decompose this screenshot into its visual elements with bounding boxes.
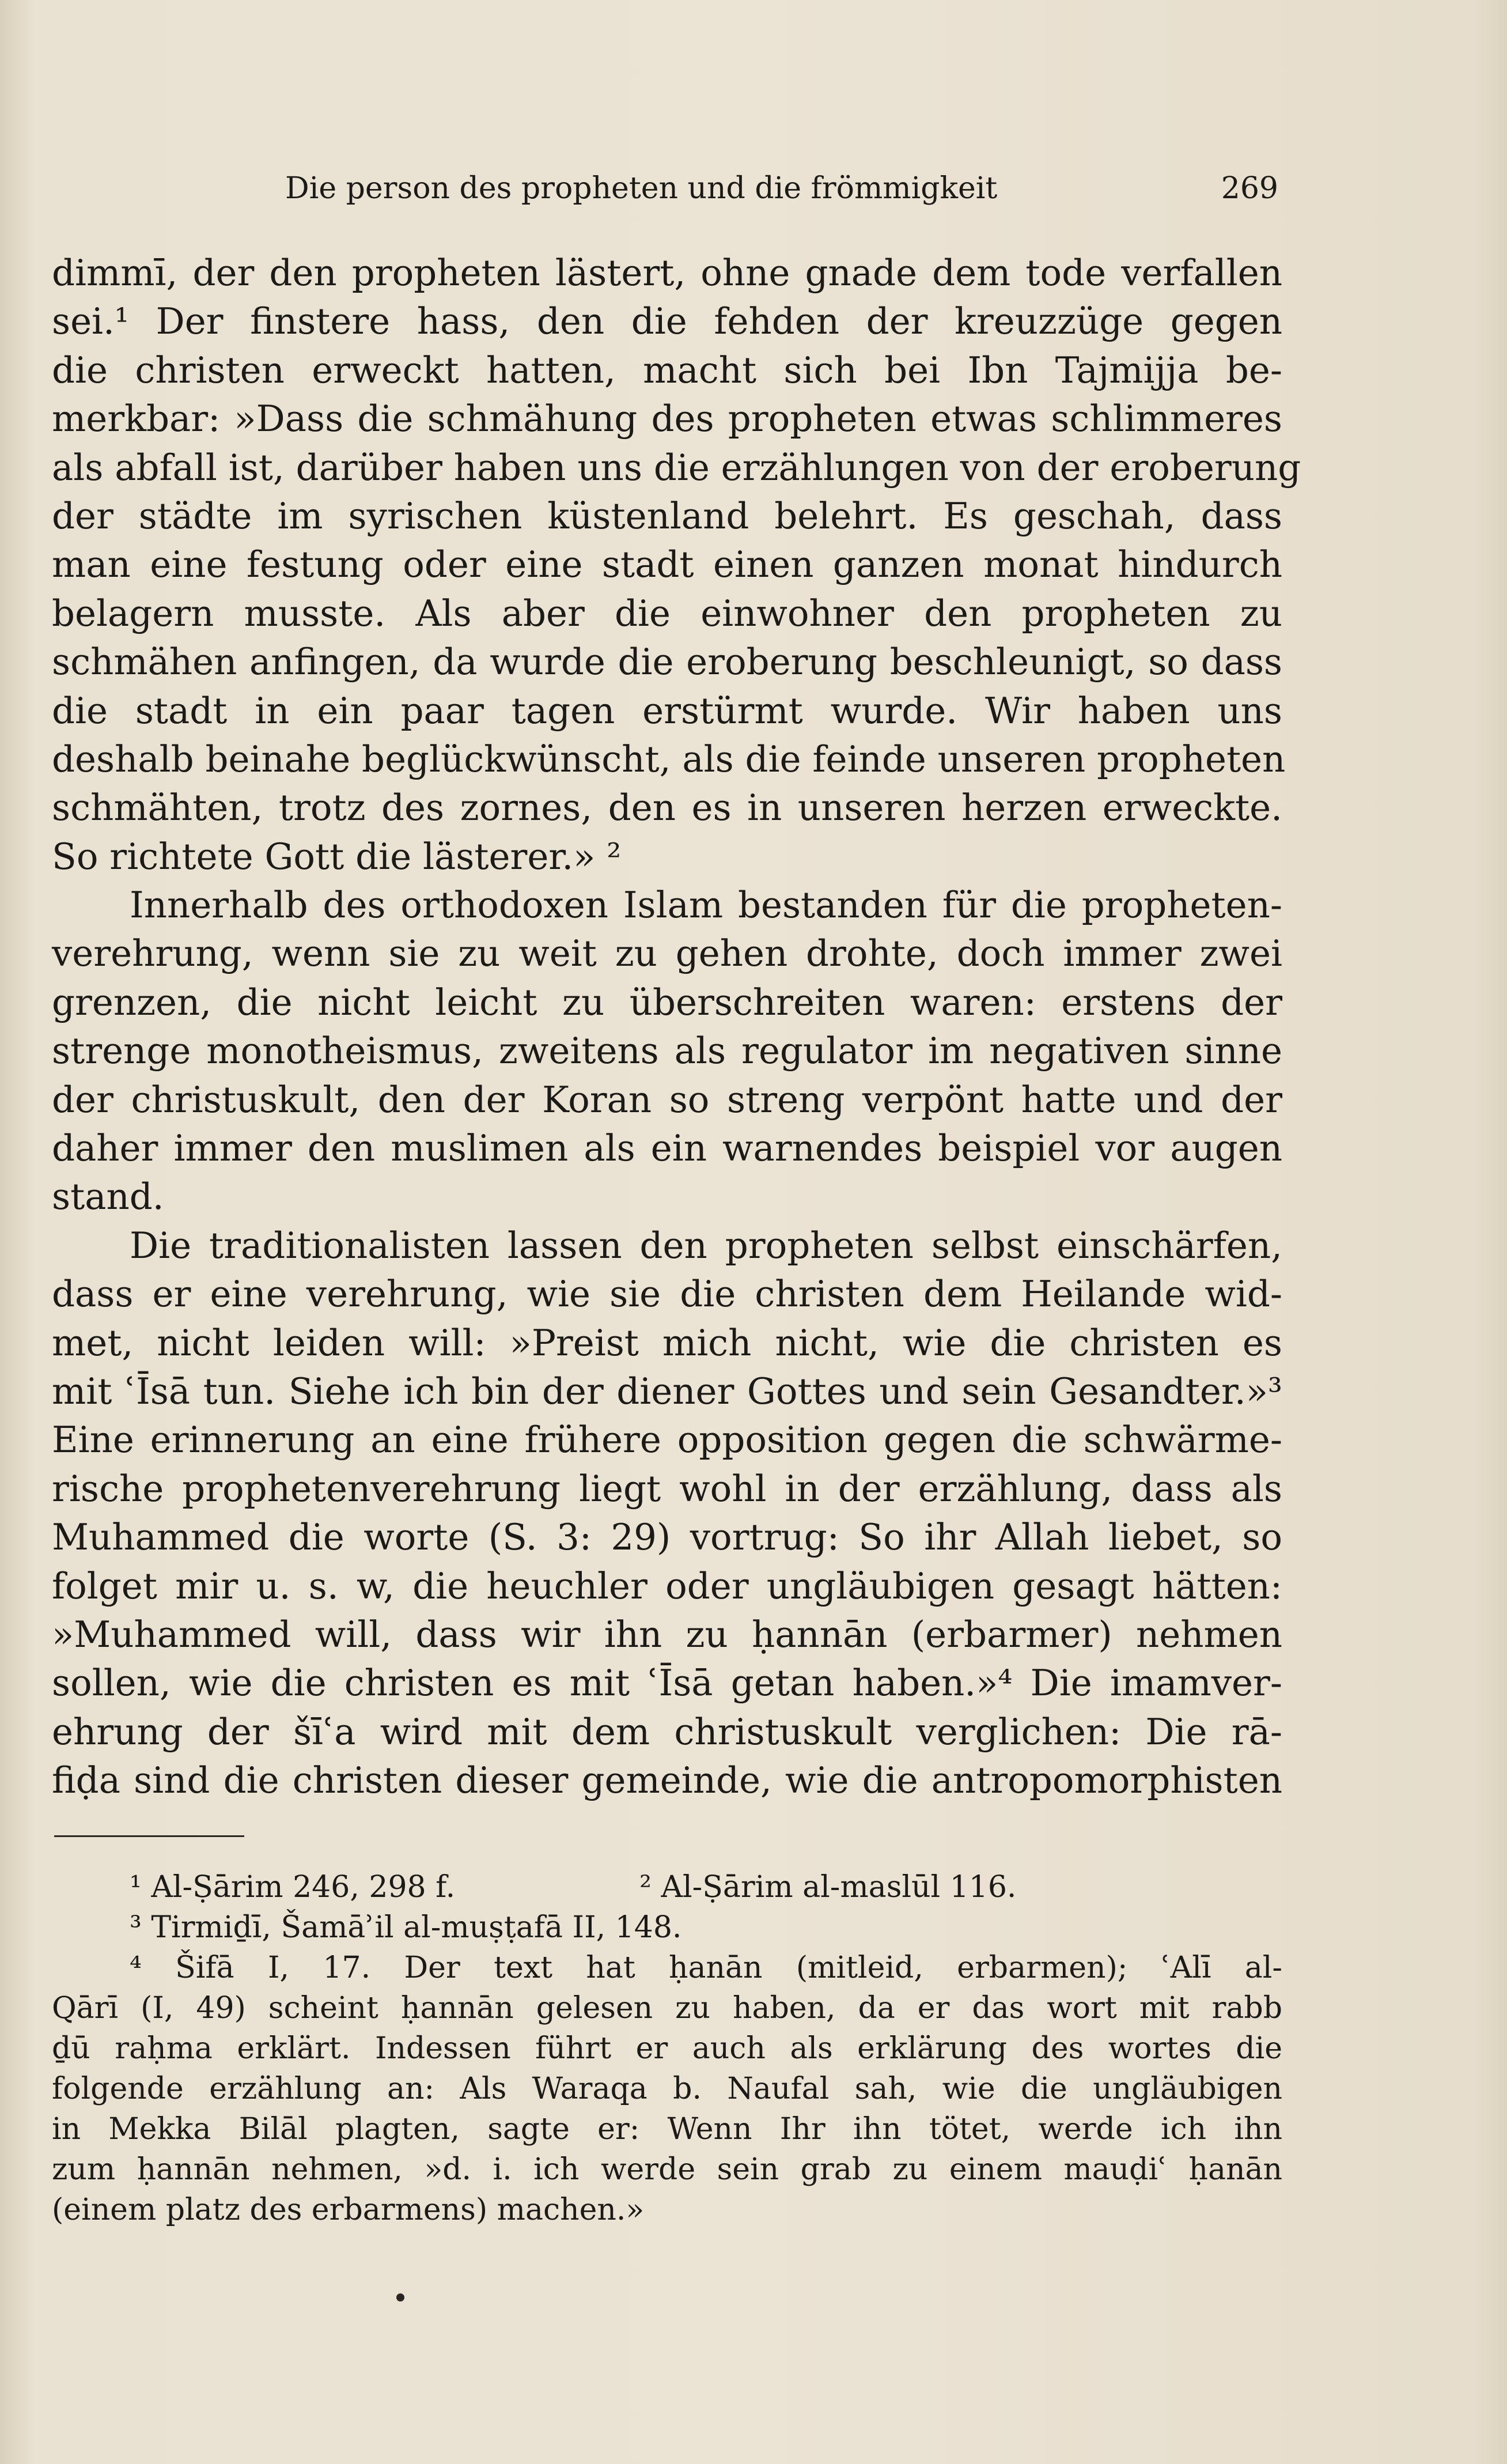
- text-line: folget mir u. s. w, die heuchler oder ungläubigen gesagt hätten:: [52, 1564, 1282, 1607]
- footnotes: [52, 1867, 1282, 2230]
- page-number: 269: [1221, 171, 1278, 206]
- text-line: stand.: [52, 1176, 164, 1218]
- text-line: als abfall ist, darüber haben uns die erzählungen von der eroberung: [52, 446, 1301, 489]
- text-line: schmähen anfingen, da wurde die eroberung beschleunigt, so dass: [52, 641, 1282, 683]
- footnote-3: ³ Tirmiḏī, Šamāʾil al-muṣṭafā II, 148.: [130, 1910, 682, 1945]
- footnote-4-line: (einem platz des erbarmens) machen.»: [52, 2193, 645, 2227]
- text-line: dimmī, der den propheten lästert, ohne gnade dem tode verfallen: [52, 252, 1282, 294]
- text-line: merkbar: »Dass die schmähung des propheten etwas schlimmeres: [52, 398, 1282, 440]
- text-line: Die traditionalisten lassen den propheten selbst einschärfen,: [130, 1224, 1282, 1267]
- footnote-4-line: in Mekka Bilāl plagten, sagte er: Wenn Ihr ihn tötet, werde ich ihn: [52, 2112, 1282, 2146]
- text-line: strenge monotheismus, zweitens als regulator im negativen sinne: [52, 1030, 1282, 1072]
- ink-speck: [396, 2293, 404, 2302]
- text-line: ehrung der šīʿa wird mit dem christuskult verglichen: Die rā-: [52, 1710, 1282, 1753]
- footnote-4-line: folgende erzählung an: Als Waraqa b. Naufal sah, wie die ungläubigen: [52, 2072, 1282, 2106]
- text-line: Muhammed die worte (S. 3: 29) vortrug: So ihr Allah liebet, so: [52, 1516, 1282, 1559]
- text-line: sollen, wie die christen es mit ʿĪsā getan haben.»⁴ Die imamver-: [52, 1662, 1282, 1705]
- footnote-4-line: ⁴ Šifā I, 17. Der text hat ḥanān (mitleid, erbarmen); ʿAlī al-: [130, 1951, 1282, 1985]
- text-line: daher immer den muslimen als ein warnendes beispiel vor augen: [52, 1127, 1282, 1170]
- footnote-divider: [54, 1835, 244, 1837]
- running-title: Die person des propheten und die frömmigkeit: [285, 171, 998, 206]
- footnote-4-line: Qārī (I, 49) scheint ḥannān gelesen zu haben, da er das wort mit rabb: [52, 1991, 1282, 2025]
- footnote-2: ² Al-Ṣārim al-maslūl 116.: [639, 1870, 1017, 1904]
- text-line: mit ʿĪsā tun. Siehe ich bin der diener Gottes und sein Gesandter.»³: [52, 1370, 1282, 1412]
- main-text: [52, 249, 1301, 1805]
- text-line: sei.¹ Der finstere hass, den die fehden der kreuzzüge gegen: [52, 300, 1282, 343]
- text-line: grenzen, die nicht leicht zu überschreiten waren: erstens der: [52, 981, 1282, 1023]
- text-line: verehrung, wenn sie zu weit zu gehen drohte, doch immer zwei: [52, 932, 1282, 975]
- text-line: Innerhalb des orthodoxen Islam bestanden für die propheten-: [130, 884, 1282, 927]
- text-line: die christen erweckt hatten, macht sich bei Ibn Tajmijja be-: [52, 349, 1282, 391]
- text-line: die stadt in ein paar tagen erstürmt wurde. Wir haben uns: [52, 689, 1282, 732]
- text-line: So richtete Gott die lästerer.» ²: [52, 835, 622, 878]
- text-line: Eine erinnerung an eine frühere opposition gegen die schwärme-: [52, 1419, 1282, 1461]
- text-line: deshalb beinahe beglückwünscht, als die feinde unseren propheten: [52, 738, 1286, 780]
- text-line: der städte im syrischen küstenland belehrt. Es geschah, dass: [52, 494, 1282, 537]
- text-line: fiḍa sind die christen dieser gemeinde, wie die antropomorphisten: [52, 1759, 1282, 1802]
- text-line: der christuskult, den der Koran so streng verpönt hatte und der: [52, 1078, 1282, 1121]
- text-line: belagern musste. Als aber die einwohner den propheten zu: [52, 592, 1282, 634]
- footnote-4-line: zum ḥannān nehmen, »d. i. ich werde sein grab zu einem mauḍiʿ ḥanān: [52, 2152, 1282, 2187]
- text-line: met, nicht leiden will: »Preist mich nicht, wie die christen es: [52, 1321, 1282, 1364]
- footnote-4-line: ḏū raḥma erklärt. Indessen führt er auch als erklärung des wortes die: [52, 2031, 1282, 2066]
- text-line: man eine festung oder eine stadt einen ganzen monat hindurch: [52, 543, 1282, 586]
- text-line: schmähten, trotz des zornes, den es in unseren herzen erweckte.: [52, 787, 1282, 829]
- running-header: [285, 168, 1278, 209]
- text-line: »Muhammed will, dass wir ihn zu ḥannān (erbarmer) nehmen: [52, 1613, 1282, 1656]
- footnote-1: ¹ Al-Ṣārim 246, 298 f.: [130, 1870, 456, 1904]
- footnote-row: [52, 1867, 1282, 1907]
- text-line: rische prophetenverehrung liegt wohl in der erzählung, dass als: [52, 1467, 1282, 1510]
- text-line: dass er eine verehrung, wie sie die christen dem Heilande wid-: [52, 1273, 1282, 1316]
